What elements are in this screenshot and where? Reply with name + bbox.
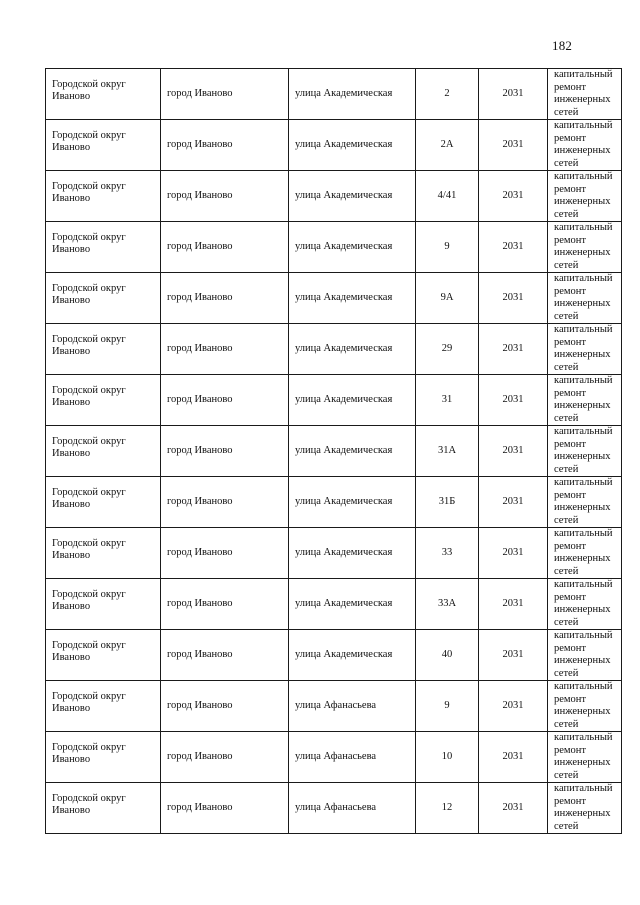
house-number-cell: 10 [416, 732, 479, 783]
table-row [46, 222, 622, 273]
table-row [46, 273, 622, 324]
street-cell: улица Академическая [289, 324, 416, 375]
table-row [46, 120, 622, 171]
house-number-cell: 9 [416, 222, 479, 273]
house-number-cell: 4/41 [416, 171, 479, 222]
page-number: 182 [552, 38, 573, 53]
district-text: Городской округ Иваново [52, 334, 126, 357]
table-row [46, 579, 622, 630]
year-cell: 2031 [479, 171, 548, 222]
street-cell: улица Академическая [289, 222, 416, 273]
street-cell: улица Академическая [289, 171, 416, 222]
district-cell [46, 681, 161, 732]
district-cell [46, 630, 161, 681]
registry-table-body [46, 69, 622, 834]
house-number-cell: 40 [416, 630, 479, 681]
district-text: Городской округ Иваново [52, 181, 126, 204]
house-number-cell: 9 [416, 681, 479, 732]
table-row [46, 171, 622, 222]
city-cell: город Иваново [161, 732, 289, 783]
street-cell: улица Афанасьева [289, 681, 416, 732]
district-cell [46, 375, 161, 426]
city-cell: город Иваново [161, 681, 289, 732]
street-cell: улица Академическая [289, 69, 416, 120]
year-cell: 2031 [479, 69, 548, 120]
district-cell [46, 273, 161, 324]
work-type-text: капитальный ремонт инженерных сетей [554, 681, 613, 730]
city-cell: город Иваново [161, 120, 289, 171]
street-cell: улица Афанасьева [289, 783, 416, 834]
table-row [46, 732, 622, 783]
city-cell: город Иваново [161, 426, 289, 477]
work-type-text: капитальный ремонт инженерных сетей [554, 579, 613, 628]
district-text: Городской округ Иваново [52, 742, 126, 765]
district-text: Городской округ Иваново [52, 640, 126, 663]
year-cell: 2031 [479, 732, 548, 783]
district-cell [46, 426, 161, 477]
work-type-text: капитальный ремонт инженерных сетей [554, 732, 613, 781]
work-type-cell [548, 120, 622, 171]
year-cell: 2031 [479, 426, 548, 477]
district-text: Городской округ Иваново [52, 130, 126, 153]
year-cell: 2031 [479, 273, 548, 324]
work-type-cell [548, 324, 622, 375]
district-text: Городской округ Иваново [52, 436, 126, 459]
district-text: Городской округ Иваново [52, 691, 126, 714]
house-number-cell: 31А [416, 426, 479, 477]
work-type-text: капитальный ремонт инженерных сетей [554, 375, 613, 424]
work-type-cell [548, 528, 622, 579]
city-cell: город Иваново [161, 171, 289, 222]
work-type-cell [548, 477, 622, 528]
house-number-cell: 2 [416, 69, 479, 120]
house-number-cell: 33 [416, 528, 479, 579]
street-cell: улица Академическая [289, 375, 416, 426]
district-text: Городской округ Иваново [52, 589, 126, 612]
street-cell: улица Афанасьева [289, 732, 416, 783]
table-row [46, 477, 622, 528]
work-type-text: капитальный ремонт инженерных сетей [554, 477, 613, 526]
work-type-cell [548, 222, 622, 273]
city-cell: город Иваново [161, 783, 289, 834]
work-type-text: капитальный ремонт инженерных сетей [554, 783, 613, 832]
registry-table [45, 68, 622, 834]
table-row [46, 630, 622, 681]
year-cell: 2031 [479, 324, 548, 375]
city-cell: город Иваново [161, 579, 289, 630]
district-cell [46, 732, 161, 783]
work-type-cell [548, 375, 622, 426]
district-cell [46, 171, 161, 222]
table-row [46, 681, 622, 732]
work-type-cell [548, 273, 622, 324]
work-type-text: капитальный ремонт инженерных сетей [554, 426, 613, 475]
street-cell: улица Академическая [289, 426, 416, 477]
district-text: Городской округ Иваново [52, 385, 126, 408]
street-cell: улица Академическая [289, 579, 416, 630]
work-type-cell [548, 681, 622, 732]
house-number-cell: 29 [416, 324, 479, 375]
year-cell: 2031 [479, 477, 548, 528]
work-type-cell [548, 732, 622, 783]
work-type-cell [548, 69, 622, 120]
year-cell: 2031 [479, 681, 548, 732]
table-row [46, 783, 622, 834]
district-text: Городской округ Иваново [52, 79, 126, 102]
city-cell: город Иваново [161, 528, 289, 579]
work-type-text: капитальный ремонт инженерных сетей [554, 222, 613, 271]
house-number-cell: 31Б [416, 477, 479, 528]
district-text: Городской округ Иваново [52, 538, 126, 561]
year-cell: 2031 [479, 630, 548, 681]
table-row [46, 69, 622, 120]
street-cell: улица Академическая [289, 630, 416, 681]
street-cell: улица Академическая [289, 477, 416, 528]
year-cell: 2031 [479, 222, 548, 273]
year-cell: 2031 [479, 783, 548, 834]
work-type-text: капитальный ремонт инженерных сетей [554, 69, 613, 118]
work-type-text: капитальный ремонт инженерных сетей [554, 171, 613, 220]
work-type-text: капитальный ремонт инженерных сетей [554, 273, 613, 322]
table-row [46, 426, 622, 477]
house-number-cell: 31 [416, 375, 479, 426]
district-cell [46, 579, 161, 630]
work-type-cell [548, 630, 622, 681]
year-cell: 2031 [479, 528, 548, 579]
work-type-text: капитальный ремонт инженерных сетей [554, 120, 613, 169]
work-type-text: капитальный ремонт инженерных сетей [554, 324, 613, 373]
table-row [46, 528, 622, 579]
street-cell: улица Академическая [289, 120, 416, 171]
work-type-cell [548, 783, 622, 834]
work-type-text: капитальный ремонт инженерных сетей [554, 630, 613, 679]
district-cell [46, 324, 161, 375]
district-cell [46, 477, 161, 528]
year-cell: 2031 [479, 579, 548, 630]
house-number-cell: 2А [416, 120, 479, 171]
city-cell: город Иваново [161, 630, 289, 681]
work-type-cell [548, 579, 622, 630]
district-text: Городской округ Иваново [52, 232, 126, 255]
year-cell: 2031 [479, 120, 548, 171]
district-text: Городской округ Иваново [52, 487, 126, 510]
city-cell: город Иваново [161, 222, 289, 273]
house-number-cell: 33А [416, 579, 479, 630]
house-number-cell: 12 [416, 783, 479, 834]
work-type-cell [548, 171, 622, 222]
street-cell: улица Академическая [289, 273, 416, 324]
district-cell [46, 783, 161, 834]
city-cell: город Иваново [161, 477, 289, 528]
year-cell: 2031 [479, 375, 548, 426]
work-type-text: капитальный ремонт инженерных сетей [554, 528, 613, 577]
city-cell: город Иваново [161, 273, 289, 324]
house-number-cell: 9А [416, 273, 479, 324]
district-cell [46, 69, 161, 120]
city-cell: город Иваново [161, 324, 289, 375]
table-row [46, 375, 622, 426]
table-row [46, 324, 622, 375]
district-cell [46, 528, 161, 579]
city-cell: город Иваново [161, 69, 289, 120]
city-cell: город Иваново [161, 375, 289, 426]
district-cell [46, 120, 161, 171]
district-text: Городской округ Иваново [52, 793, 126, 816]
district-text: Городской округ Иваново [52, 283, 126, 306]
street-cell: улица Академическая [289, 528, 416, 579]
district-cell [46, 222, 161, 273]
work-type-cell [548, 426, 622, 477]
